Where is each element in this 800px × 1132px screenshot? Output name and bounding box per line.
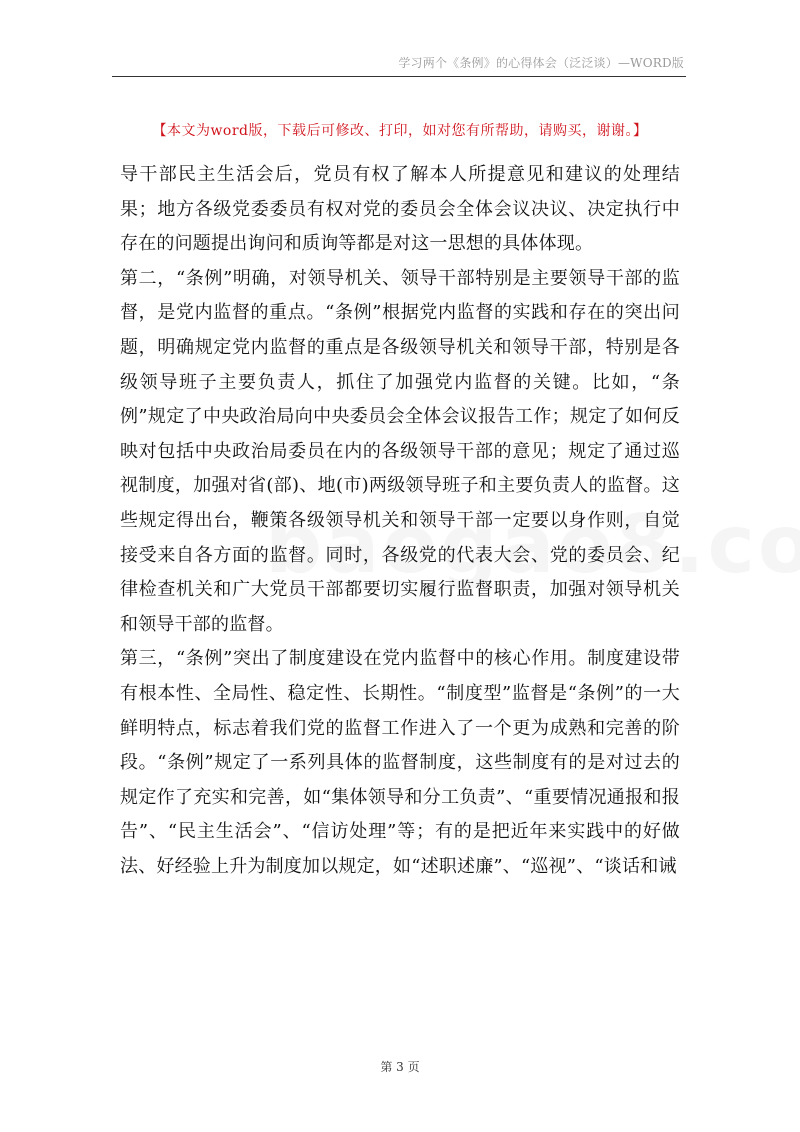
document-title: 学习两个《条例》的心得体会（泛泛谈）—WORD版 <box>398 56 684 70</box>
page-number: 第 3 页 <box>380 1060 420 1074</box>
paragraph-2: 第二，“条例”明确，对领导机关、领导干部特别是主要领导干部的监督，是党内监督的重点。“条例”根据党内监督的实践和存在的突出问题，明确规定党内监督的重点是各级领导机关和领导干部，特别是各级领导班子主要负责人，抓住了加强党内监督的关键。比如，“条例”规定了中央政治局向中央委员会全体会议报告工作；规定了如何反映对包括中央政治局委员在内的各级领导干部的意见；规定了通过巡视制度，加强对省(部)、地(市)两级领导班子和主要负责人的监督。这些规定得出台，鞭策各级领导机关和领导干部一定要以身作则，自觉接受来自各方面的监督。同时，各级党的代表大会、党的委员会、纪律检查机关和广大党员干部都要切实履行监督职责，加强对领导机关和领导干部的监督。 <box>120 267 680 635</box>
download-notice: 【本文为word版，下载后可修改、打印，如对您有所帮助，请购买，谢谢。】 <box>152 123 648 139</box>
document-body <box>120 158 680 884</box>
page-header <box>112 52 686 77</box>
paragraph-3: 第三，“条例”突出了制度建设在党内监督中的核心作用。制度建设带有根本性、全局性、稳定性、长期性。“制度型”监督是“条例”的一大鲜明特点，标志着我们党的监督工作进入了一个更为成熟和完善的阶段。“条例”规定了一系列具体的监督制度，这些制度有的是对过去的规定作了充实和完善，如“集体领导和分工负责”、“重要情况通报和报告”、“民主生活会”、“信访处理”等；有的是把近年来实践中的好做法、好经验上升为制度加以规定，如“述职述廉”、“巡视”、“谈话和诫 <box>120 648 680 877</box>
paragraph-1: 导干部民主生活会后，党员有权了解本人所提意见和建议的处理结果；地方各级党委委员有权对党的委员会全体会议决议、决定执行中存在的问题提出询问和质询等都是对这一思想的具体体现。 <box>120 164 680 255</box>
